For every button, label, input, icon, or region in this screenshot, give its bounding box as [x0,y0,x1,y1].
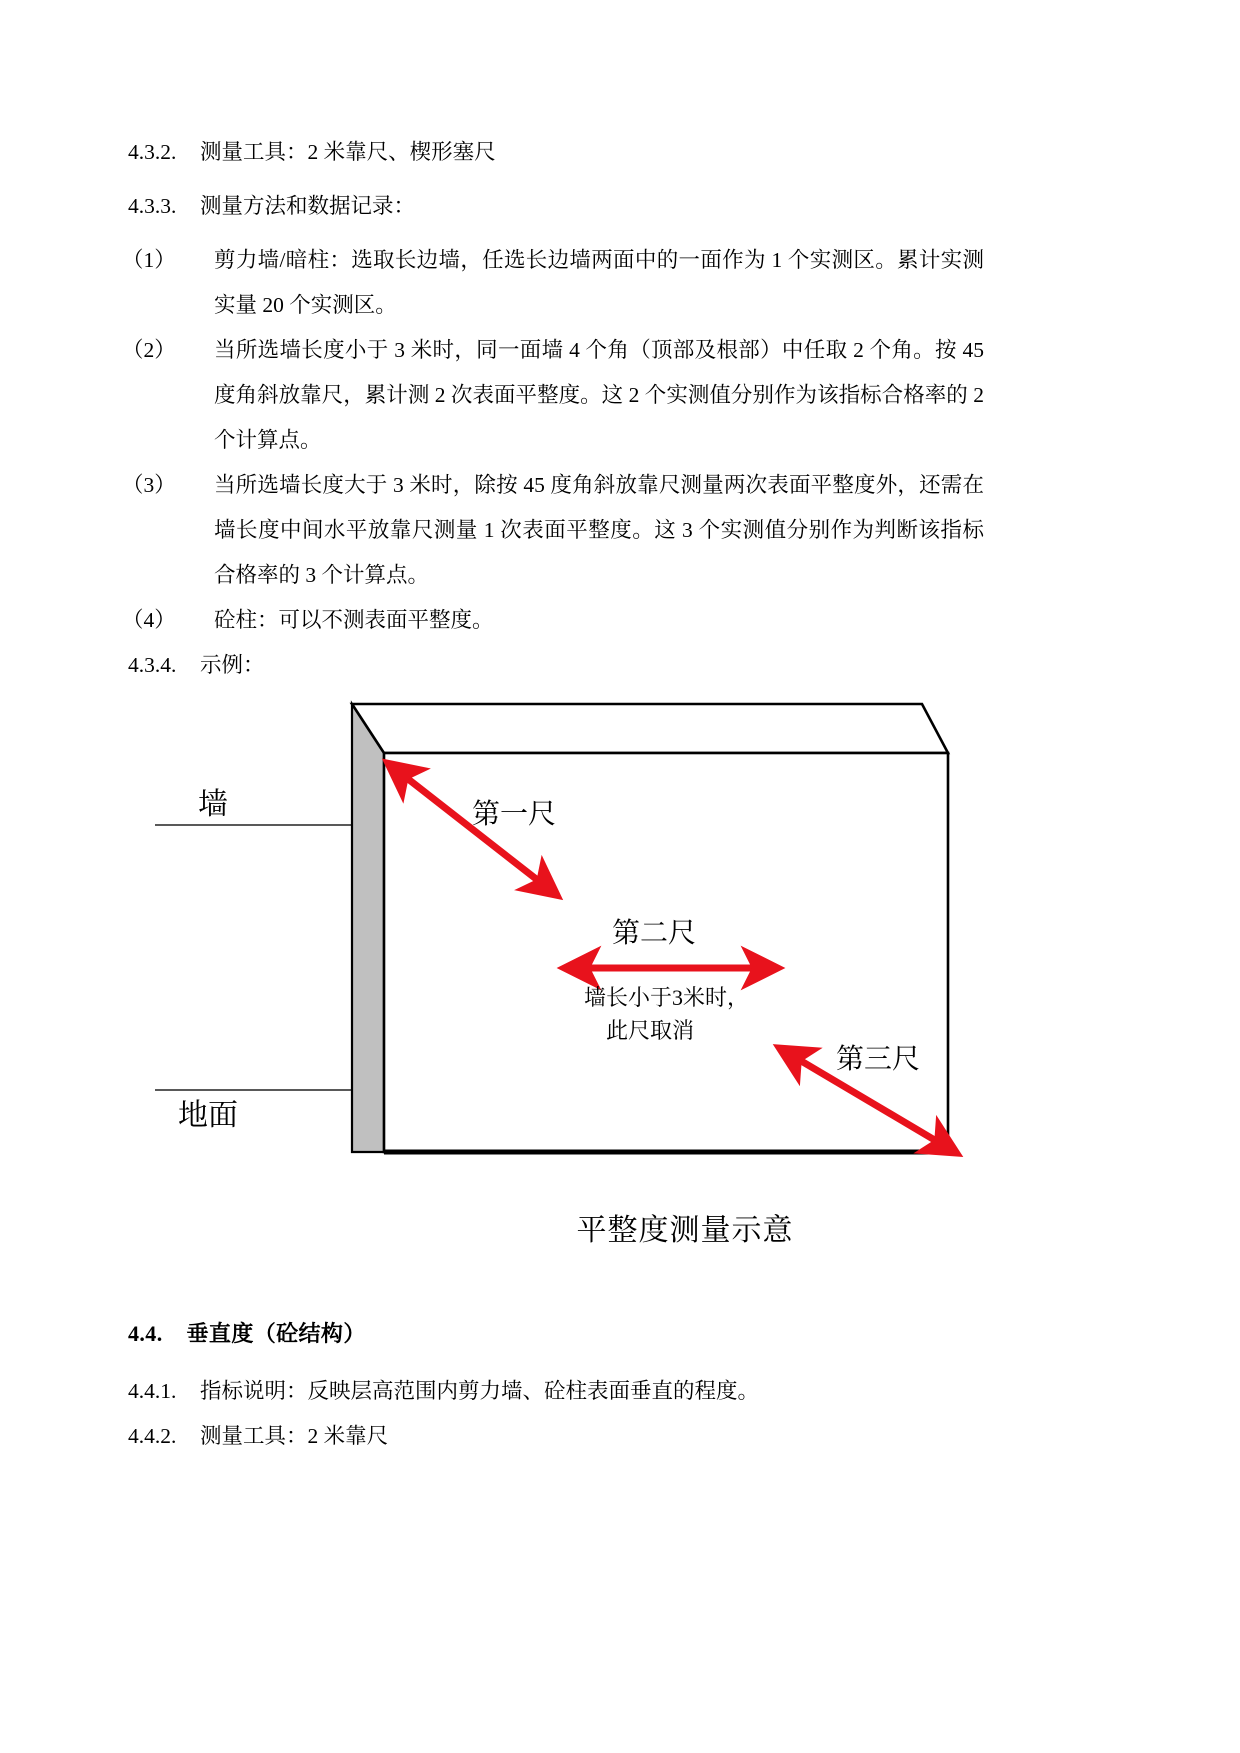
list-item-marker: （1） [122,248,176,272]
paragraph-marker: 4.3.2. [128,140,177,164]
spacer [128,229,984,238]
paragraph-text: 测量工具：2 米靠尺 [200,1424,389,1448]
paragraph-text: 指标说明：反映层高范围内剪力墙、砼柱表面垂直的程度。 [200,1379,760,1403]
paragraph-4-3-2 [128,130,984,175]
list-item-4 [122,598,984,643]
paragraph-marker: 4.4.2. [128,1424,177,1448]
paragraph-marker: 4.3.4. [128,653,177,677]
section-title: 垂直度（砼结构） [186,1321,366,1346]
list-item-text: 砼柱：可以不测表面平整度。 [214,608,494,632]
list-item-text: 剪力墙/暗柱：选取长边墙，任选长边墙两面中的一面作为 1 个实测区。累计实测实量 20 个实测区。 [214,248,984,317]
list-item-1 [122,238,984,328]
list-item-3 [122,463,984,598]
paragraph-4-3-4 [128,643,984,688]
paragraph-4-4-1 [128,1374,759,1405]
spacer [128,175,984,184]
wall-top-face [352,704,948,753]
paragraph-text: 示例： [200,653,265,677]
wall-label: 墙 [198,788,228,821]
paragraph-text: 测量方法和数据记录： [200,194,416,218]
body-text-block [122,130,984,688]
list-item-marker: （3） [122,473,176,497]
list-item-text: 当所选墙长度大于 3 米时，除按 45 度角斜放靠尺测量两次表面平整度外，还需在墙长度中间水平放靠尺测量 1 次表面平整度。这 3 个实测值分别作为判断该指标合格率的 3 个计算点。 [214,473,984,587]
list-item-text: 当所选墙长度小于 3 米时，同一面墙 4 个角（顶部及根部）中任取 2 个角。按 45 度角斜放靠尺，累计测 2 次表面平整度。这 2 个实测值分别作为该指标合格率的 2 个计算点。 [214,338,984,452]
section-heading-4-4 [128,1317,366,1348]
list-item-marker: （4） [122,608,176,632]
ruler-2-label: 第二尺 [612,918,697,949]
list-item-2 [122,328,984,463]
figure-caption-wrapper [0,1205,1240,1249]
paragraph-marker: 4.3.3. [128,194,177,218]
flatness-measurement-diagram [0,690,1240,1290]
wall-side-face [352,704,384,1152]
ruler-3-label: 第三尺 [836,1044,921,1075]
paragraph-text: 测量工具：2 米靠尺、楔形塞尺 [200,140,496,164]
ground-label: 地面 [178,1099,238,1132]
ruler-2-note-line-1: 墙长小于3米时， [584,985,750,1010]
figure-caption: 平整度测量示意 [576,1214,794,1247]
paragraph-4-4-2 [128,1419,388,1450]
ruler-2-note-line-2: 此尺取消 [606,1018,695,1043]
paragraph-4-3-3 [128,184,984,229]
list-item-marker: （2） [122,338,176,362]
wall-front-face [384,753,948,1152]
ruler-1-label: 第一尺 [472,799,557,830]
paragraph-marker: 4.4.1. [128,1379,177,1403]
section-number: 4.4. [128,1321,163,1346]
